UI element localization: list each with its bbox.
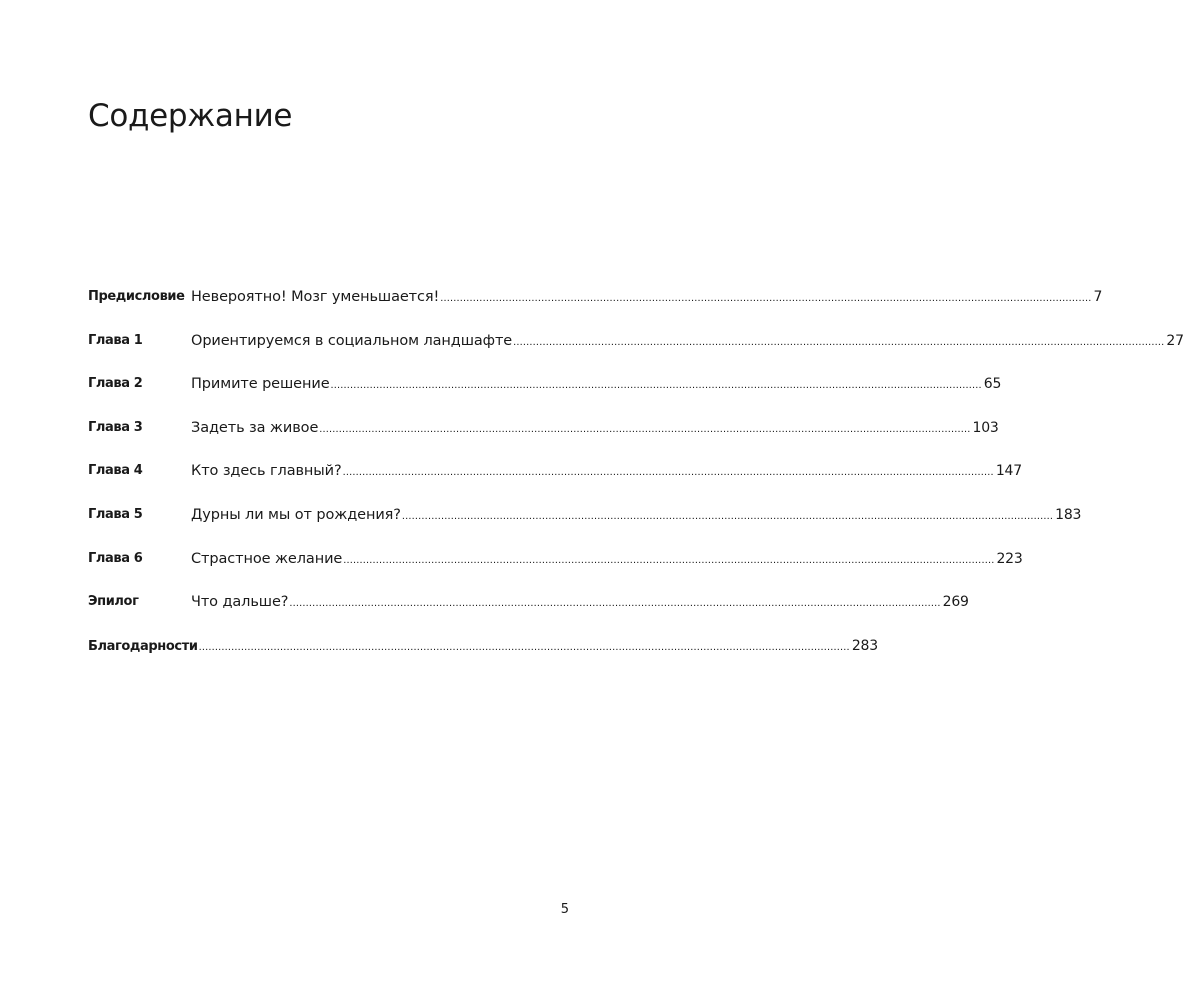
toc-page-number: 65 — [983, 376, 1002, 393]
toc-row-chapter-1 — [88, 331, 1184, 375]
dot-leader: ........................................................................................................................................................................................................ — [342, 466, 994, 479]
toc-page-number: 269 — [942, 594, 969, 611]
toc-entry — [191, 374, 1002, 395]
toc-label: Глава 1 — [88, 332, 143, 348]
toc-entry — [191, 287, 1103, 308]
toc-row-chapter-6 — [88, 549, 1023, 593]
dot-leader: ........................................................................................................................................................................................................ — [330, 379, 982, 392]
toc-title: Задеть за живое — [191, 419, 319, 436]
toc-label: Глава 2 — [88, 376, 143, 392]
toc-label: Предисловие — [88, 289, 185, 304]
toc-entry — [191, 549, 1023, 570]
toc-title: Страстное желание — [191, 550, 343, 567]
toc-page-number: 147 — [995, 463, 1022, 480]
toc-row-preface — [88, 287, 1103, 331]
toc-row-chapter-2 — [88, 374, 1002, 418]
toc-row-epilogue — [88, 592, 969, 636]
toc-page-number: 27 — [1166, 332, 1184, 349]
page-number: 5 — [560, 902, 569, 917]
toc-row-chapter-5 — [88, 505, 1082, 549]
toc-entry — [191, 418, 999, 439]
toc-page-number: 283 — [851, 637, 878, 654]
toc-title: Дурны ли мы от рождения? — [191, 506, 401, 523]
toc-label: Эпилог — [88, 594, 139, 610]
toc-title: Что дальше? — [191, 594, 289, 611]
toc-title: Кто здесь главный? — [191, 463, 342, 480]
dot-leader: ........................................................................................................................................................................................................ — [401, 509, 1054, 522]
toc-entry — [191, 592, 969, 613]
table-of-contents — [88, 287, 1184, 679]
dot-leader: ........................................................................................................................................................................................................ — [513, 335, 1165, 348]
toc-title: Примите решение — [191, 376, 330, 393]
page-title: Содержание — [88, 98, 293, 134]
toc-title: Благодарности — [88, 638, 198, 654]
toc-page-number: 7 — [1093, 289, 1103, 305]
toc-label: Глава 5 — [88, 506, 143, 522]
dot-leader: ........................................................................................................................................................................................................ — [343, 553, 995, 566]
toc-page-number: 183 — [1055, 506, 1082, 523]
toc-row-acknowledgements — [88, 636, 878, 680]
toc-label: Глава 6 — [88, 550, 143, 566]
toc-title: Ориентируемся в социальном ландшафте — [191, 332, 513, 349]
toc-page-number: 223 — [996, 550, 1023, 567]
toc-page-number: 103 — [972, 419, 999, 436]
dot-leader: ........................................................................................................................................................................................................ — [440, 292, 1092, 304]
toc-entry — [191, 505, 1082, 526]
toc-entry — [88, 636, 878, 657]
toc-row-chapter-3 — [88, 418, 999, 462]
toc-entry — [191, 331, 1184, 352]
toc-label: Глава 3 — [88, 419, 143, 435]
dot-leader: ........................................................................................................................................................................................................ — [198, 640, 850, 653]
dot-leader: ........................................................................................................................................................................................................ — [289, 597, 941, 610]
toc-title: Невероятно! Мозг уменьшается! — [191, 289, 440, 305]
toc-entry — [191, 461, 1022, 482]
dot-leader: ........................................................................................................................................................................................................ — [319, 422, 971, 435]
toc-label: Глава 4 — [88, 463, 143, 479]
toc-row-chapter-4 — [88, 461, 1022, 505]
